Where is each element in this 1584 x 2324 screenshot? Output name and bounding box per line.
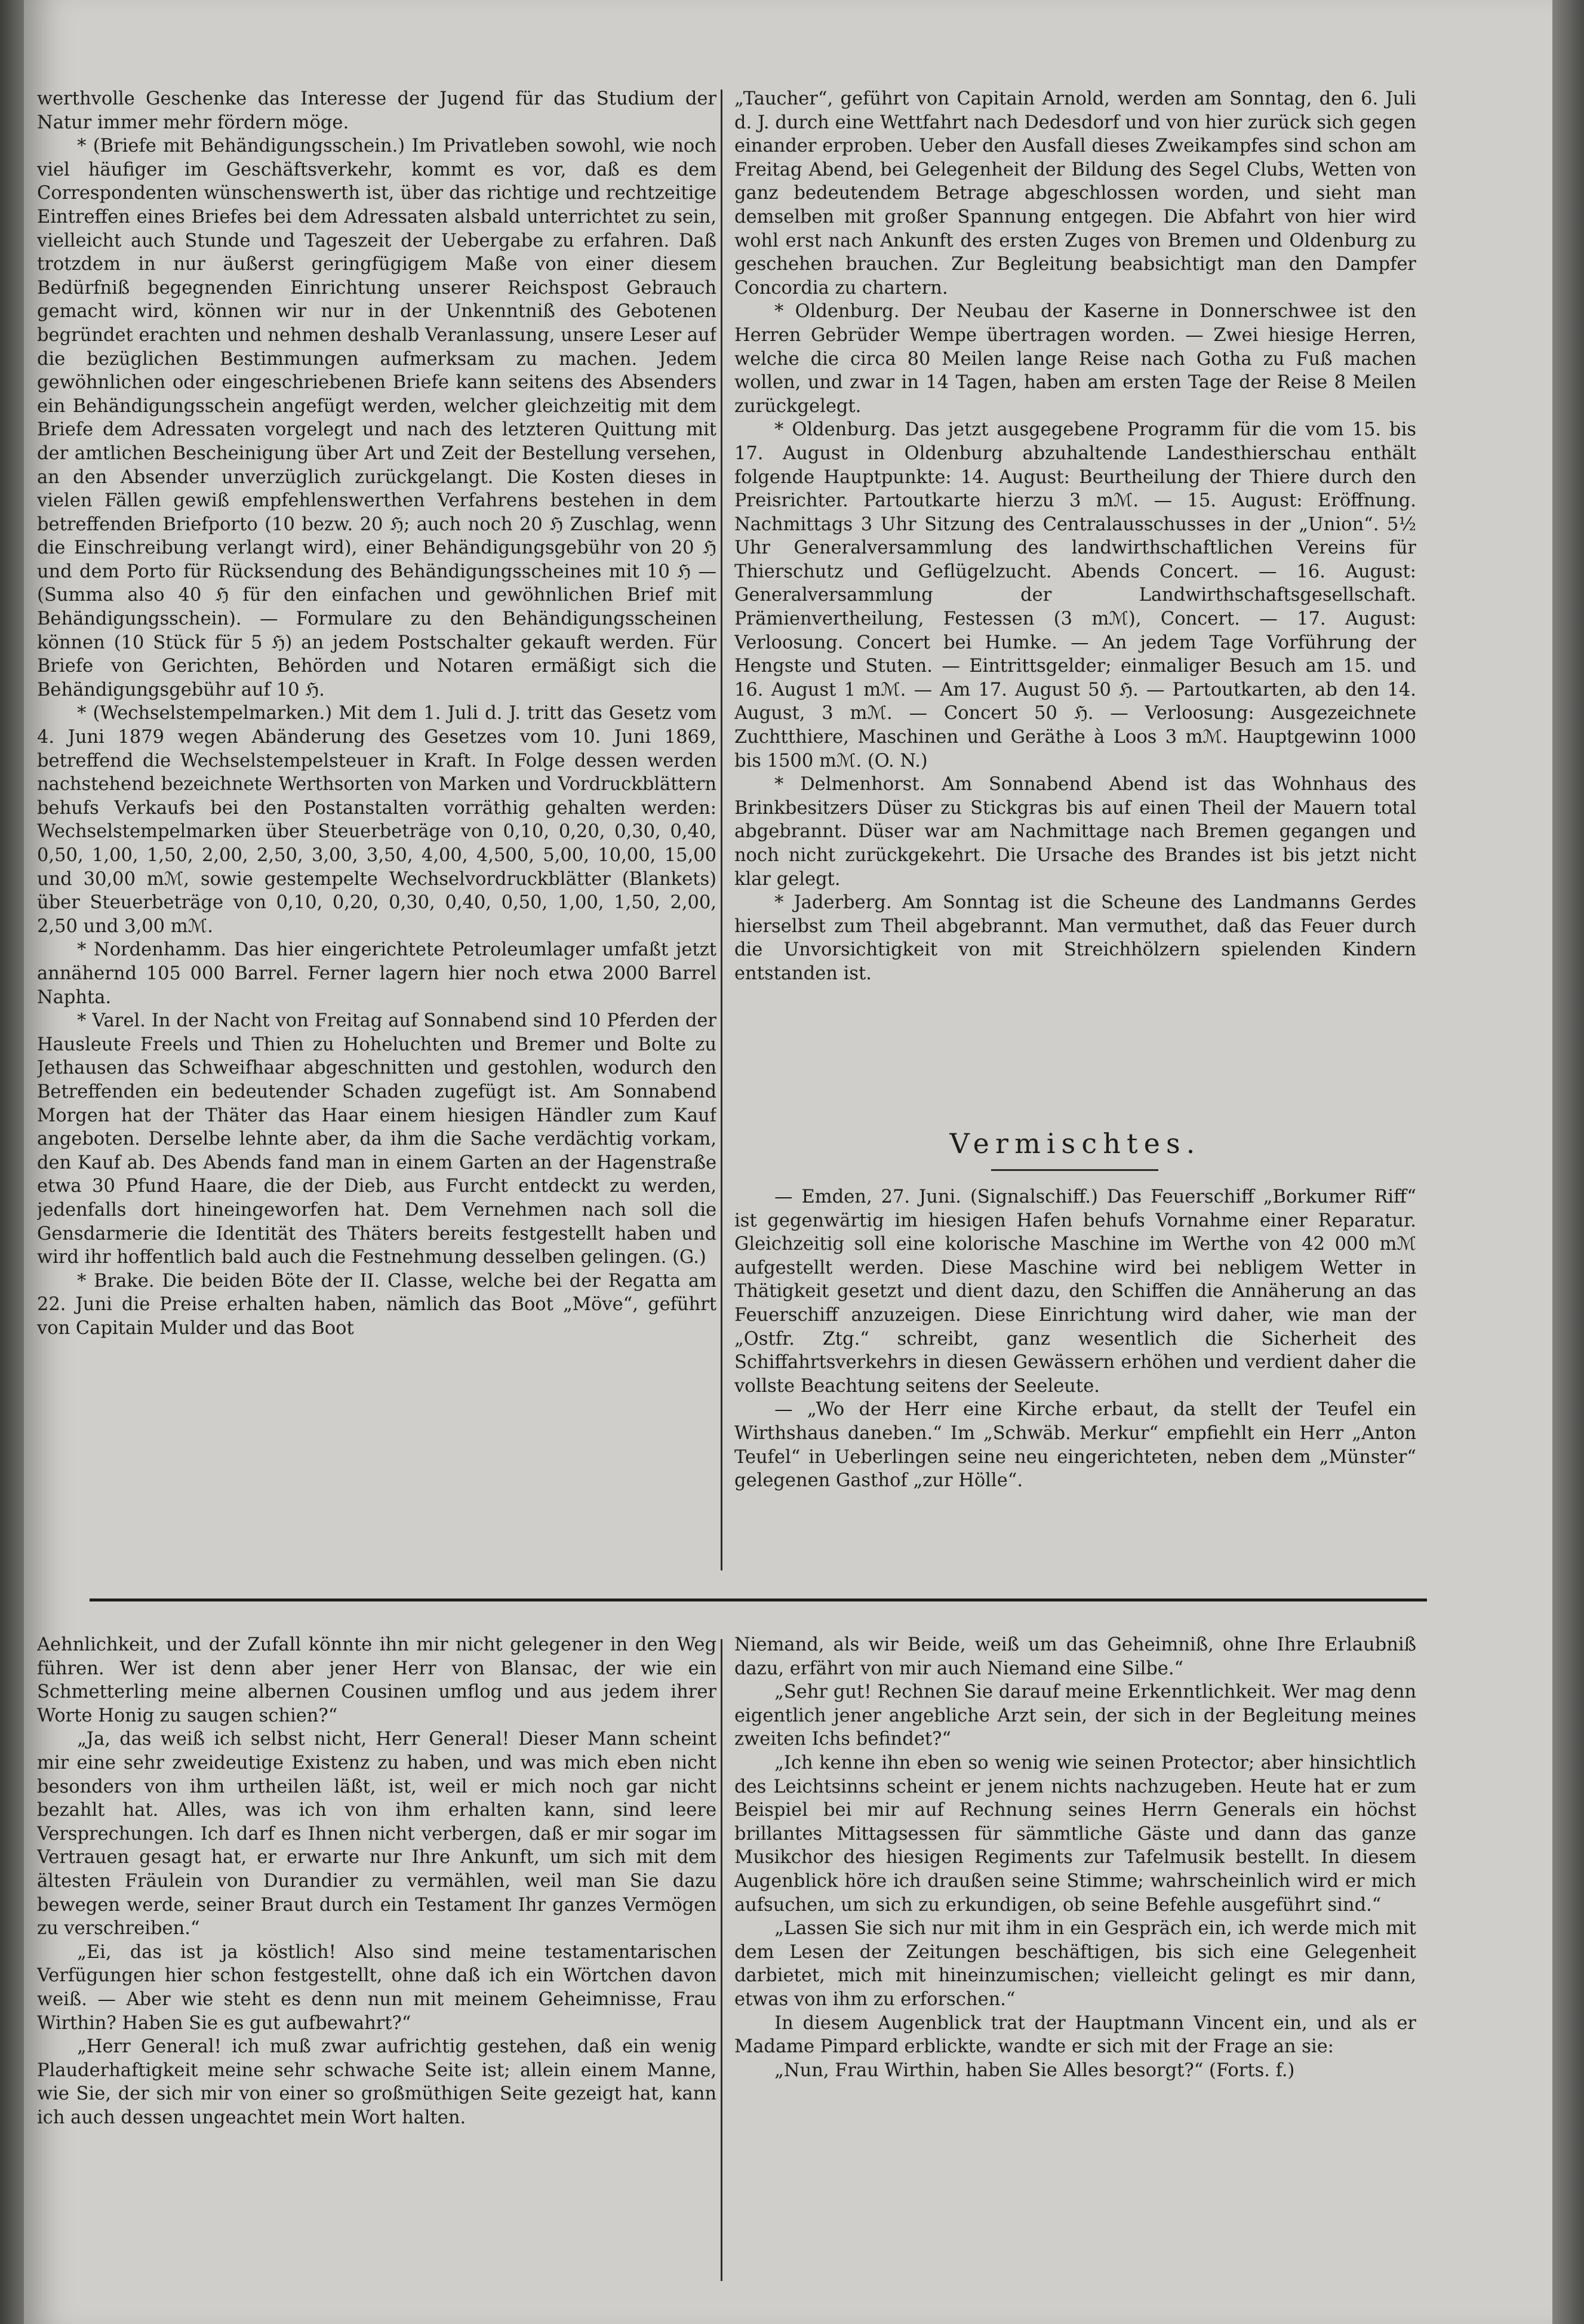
section-heading-vermischtes: Vermischtes.	[949, 1127, 1201, 1160]
feuilleton-divider	[90, 1598, 1427, 1601]
article-emden: — Emden, 27. Juni. (Signalschiff.) Das Feuerschiff „Borkumer Riff“ ist gegenwärtig im hiesigen Hafen behufs Vornahme einer Reparatur. Gleichzeitig soll eine kolorische Maschine im Werthe von 42 000 mℳ aufgestellt werden. Diese Maschine wird bei nebligem Wetter in Thätigkeit gesetzt und dient dazu, den Schiffen die Annäherung an das Feuerschiff anzuzeigen. Diese Einrichtung wird daher, wie man der „Ostfr. Ztg.“ schreibt, ganz wesentlich die Sicherheit des Schiffahrtsverkehrs in diesen Gewässern erhöhen und verdient daher die vollste Beachtung seitens der Seeleute.	[734, 1186, 1416, 1397]
column-divider-bottom	[721, 1639, 722, 2281]
column-vermischtes	[734, 1185, 1416, 1556]
column-top-right	[734, 87, 1416, 1102]
article-oldenburg-programm: * Oldenburg. Das jetzt ausgegebene Programm für die vom 15. bis 17. August in Oldenburg abzuhaltende Landesthierschau enthält folgende Hauptpunkte: 14. August: Beurtheilung der Thiere durch den Preisrichter. Partoutkarte hierzu 3 mℳ. — 15. August: Eröffnung. Nachmittags 3 Uhr Sitzung des Centralausschusses in der „Union“. 5½ Uhr Generalversammlung des landwirthschaftlichen Vereins für Thierschutz und Geflügelzucht. Abends Concert. — 16. August: Generalversammlung der Landwirthschaftsgesellschaft. Prämienvertheilung, Festessen (3 mℳ), Concert. — 17. August: Verloosung. Concert bei Humke. — An jedem Tage Vorführung der Hengste und Stuten. — Eintrittsgelder; einmaliger Besuch am 15. und 16. August 1 mℳ. — Am 17. August 50 ℌ. — Partoutkarten, ab den 14. August, 3 mℳ. — Concert 50 ℌ. — Verloosung: Ausgezeichnete Zuchtthiere, Maschinen und Geräthe à Loos 3 mℳ. Hauptgewinn 1000 bis 1500 mℳ. (O. N.)	[734, 419, 1416, 771]
article-briefe: * (Briefe mit Behändigungsschein.) Im Privatleben sowohl, wie noch viel häufiger im Geschäftsverkehr, kommt es vor, daß es dem Correspondenten wünschenswerth ist, über das richtige und rechtzeitige Eintreffen eines Briefes bei dem Adressaten alsbald unterrichtet zu sein, vielleicht auch Stunde und Tageszeit der Uebergabe zu erfahren. Daß trotzdem in nur äußerst geringfügigem Maße von einer diesem Bedürfniß begegnenden Einrichtung unserer Reichspost Gebrauch gemacht wird, können wir nur in der Unkenntniß des Gebotenen begründet erachten und nehmen deshalb Veranlassung, unsere Leser auf die bezüglichen Bestimmungen aufmerksam zu machen. Jedem gewöhnlichen oder eingeschriebenen Briefe kann seitens des Absenders ein Behändigungsschein angefügt werden, welcher gleichzeitig mit dem Briefe dem Adressaten vorgelegt und nach des letzteren Quittung mit der amtlichen Bescheinigung über Art und Zeit der Bestellung versehen, an den Absender unverzüglich zurückgelangt. Die Kosten dieses in vielen Fällen gewiß empfehlenswerthen Verfahrens bestehen in dem betreffenden Briefporto (10 bezw. 20 ℌ; auch noch 20 ℌ Zuschlag, wenn die Einschreibung verlangt wird), einer Behändigungsgebühr von 20 ℌ und dem Porto für Rücksendung des Behändigungsscheines mit 10 ℌ — (Summa also 40 ℌ für den einfachen und gewöhnlichen Brief mit Behändigungsschein). — Formulare zu den Behändigungsscheinen können (10 Stück für 5 ℌ) an jedem Postschalter gekauft werden. Für Briefe von Gerichten, Behörden und Notaren ermäßigt sich die Behändigungsgebühr auf 10 ℌ.	[37, 136, 716, 700]
story-paragraph: „Ja, das weiß ich selbst nicht, Herr General! Dieser Mann scheint mir eine sehr zweideutige Existenz zu haben, und was mich eben nicht besonders von ihm urtheilen läßt, ist, weil er mich noch gar nicht bezahlt hat. Alles, was ich von ihm erhalten kann, sind leere Versprechungen. Ich darf es Ihnen nicht verbergen, daß er mir sogar im Vertrauen gesagt hat, er erwarte nur Ihre Ankunft, um sich mit dem ältesten Fräulein von Durandier zu vermählen, weil man Sie dazu bewegen werde, seiner Braut durch ein Testament Ihr ganzes Vermögen zu verschreiben.“	[37, 1729, 716, 1939]
article-varel: * Varel. In der Nacht von Freitag auf Sonnabend sind 10 Pferden der Hausleute Freels und Thien zu Hoheluchten und Bremer und Bolte zu Jethausen das Schweifhaar abgeschnitten und gestohlen, wodurch den Betreffenden ein bedeutender Schaden zugefügt ist. Am Sonnabend Morgen hat der Thäter das Haar einem hiesigen Händler zum Kauf angeboten. Derselbe lehnte aber, da ihm die Sache verdächtig vorkam, den Kauf ab. Des Abends fand man in einem Garten an der Hagenstraße etwa 30 Pfund Haare, die der Dieb, aus Furcht entdeckt zu werden, jedenfalls dort hineingeworfen hat. Dem Vernehmen nach soll die Gensdarmerie die Identität des Thäters bereits festgestellt haben und wird ihr hoffentlich bald auch die Festnehmung desselben gelingen. (G.)	[37, 1010, 716, 1268]
story-paragraph: „Ei, das ist ja köstlich! Also sind meine testamentarischen Verfügungen hier schon festgestellt, ohne daß ich ein Wörtchen davon weiß. — Aber wie steht es denn nun mit meinem Geheimnisse, Frau Wirthin? Haben Sie es gut aufbewahrt?“	[37, 1941, 716, 2034]
story-paragraph: „Sehr gut! Rechnen Sie darauf meine Erkenntlichkeit. Wer mag denn eigentlich jener angebliche Arzt sein, der sich in der Begleitung meines zweiten Ichs befindet?“	[734, 1681, 1416, 1750]
article-wechselstempel: * (Wechselstempelmarken.) Mit dem 1. Juli d. J. tritt das Gesetz vom 4. Juni 1879 wegen Abänderung des Gesetzes vom 10. Juni 1869, betreffend die Wechselstempelsteuer in Kraft. In Folge dessen werden nachstehend bezeichnete Werthsorten von Marken und Vordruckblättern behufs Verkaufs bei den Postanstalten vorräthig gehalten werden: Wechselstempelmarken über Steuerbeträge von 0,10, 0,20, 0,30, 0,40, 0,50, 1,00, 1,50, 2,00, 2,50, 3,00, 3,50, 4,00, 4,500, 5,00, 10,00, 15,00 und 30,00 mℳ, sowie gestempelte Wechselvordruckblätter (Blankets) über Steuerbeträge von 0,10, 0,20, 0,30, 0,40, 0,50, 1,00, 1,50, 2,00, 2,50 und 3,00 mℳ.	[37, 703, 716, 937]
article-brake: * Brake. Die beiden Böte der II. Classe, welche bei der Regatta am 22. Juni die Preise erhalten haben, nämlich das Boot „Möve“, geführt von Capitain Mulder und das Boot	[37, 1270, 716, 1339]
column-divider-top	[721, 90, 722, 1570]
paragraph-continued: werthvolle Geschenke das Interesse der Jugend für das Studium der Natur immer mehr fördern möge.	[37, 88, 716, 133]
article-brake-continued: „Taucher“, geführt von Capitain Arnold, werden am Sonntag, den 6. Juli d. J. durch eine Wettfahrt nach Dedesdorf und von hier zurück sich gegen einander erproben. Ueber den Ausfall dieses Zweikampfes sind schon am Freitag Abend, bei Gelegenheit der Bildung des Segel Clubs, Wetten von ganz bedeutendem Betrage abgeschlossen worden, und sieht man demselben mit großer Spannung entgegen. Die Abfahrt von hier wird wohl erst nach Ankunft des ersten Zuges von Bremen und Oldenburg zu geschehen brauchen. Zur Begleitung beabsichtigt man den Dampfer Concordia zu chartern.	[734, 88, 1416, 299]
story-paragraph: „Lassen Sie sich nur mit ihm in ein Gespräch ein, ich werde mich mit dem Lesen der Zeitungen beschäftigen, bis sich eine Gelegenheit darbietet, mich mit hineinzumischen; vielleicht gelingt es mir dann, etwas von ihm zu erforschen.“	[734, 1918, 1416, 2010]
story-paragraph: „Ich kenne ihn eben so wenig wie seinen Protector; aber hinsichtlich des Leichtsinns scheint er jenem nichts nachzugeben. Heute hat er zum Beispiel bei mir auf Rechnung seines Herrn Generals ein höchst brillantes Mittagsessen für sämmtliche Gäste und dann das ganze Musikchor des hiesigen Regiments zur Tafelmusik bestellt. In diesem Augenblick höre ich draußen seine Stimme; wahrscheinlich wird er mich aufsuchen, um sich zu erkundigen, ob seine Befehle ausgeführt sind.“	[734, 1752, 1416, 1916]
column-feuilleton-left	[37, 1633, 716, 2290]
article-oldenburg-kaserne: * Oldenburg. Der Neubau der Kaserne in Donnerschwee ist den Herren Gebrüder Wempe übertragen worden. — Zwei hiesige Herren, welche die circa 80 Meilen lange Reise nach Gotha zu Fuß machen wollen, und zwar in 14 Tagen, haben am ersten Tage der Reise 8 Meilen zurückgelegt.	[734, 301, 1416, 417]
article-nordenhamm: * Nordenhamm. Das hier eingerichtete Petroleumlager umfaßt jetzt annähernd 105 000 Barrel. Ferner lagern hier noch etwa 2000 Barrel Naphta.	[37, 939, 716, 1008]
story-paragraph: Aehnlichkeit, und der Zufall könnte ihn mir nicht gelegener in den Weg führen. Wer ist denn aber jener Herr von Blansac, der wie ein Schmetterling meine albernen Cousinen umflog und aus jedem ihrer Worte Honig zu saugen schien?“	[37, 1634, 716, 1726]
article-jaderberg: * Jaderberg. Am Sonntag ist die Scheune des Landmanns Gerdes hierselbst zum Theil abgebrannt. Man vermuthet, daß das Feuer durch die Unvorsichtigkeit von mit Streichhölzern spielenden Kindern entstanden ist.	[734, 892, 1416, 984]
article-teufel: — „Wo der Herr eine Kirche erbaut, da stellt der Teufel ein Wirthshaus daneben.“ Im „Schwäb. Merkur“ empfiehlt ein Herr „Anton Teufel“ in Ueberlingen seine neu eingerichteten, neben dem „Münster“ gelegenen Gasthof „zur Hölle“.	[734, 1399, 1416, 1492]
section-heading-rule	[991, 1169, 1158, 1171]
column-feuilleton-right	[734, 1633, 1416, 2290]
story-paragraph: „Herr General! ich muß zwar aufrichtig gestehen, daß ein wenig Plauderhaftigkeit meine sehr schwache Seite ist; allein einem Manne, wie Sie, der sich mir von einer so großmüthigen Seite gezeigt hat, kann ich auch dessen ungeachtet mein Wort halten.	[37, 2036, 716, 2128]
column-top-left	[37, 87, 716, 1574]
story-paragraph: In diesem Augenblick trat der Hauptmann Vincent ein, und als er Madame Pimpard erblickte, wandte er sich mit der Frage an sie:	[734, 2012, 1416, 2058]
article-delmenhorst: * Delmenhorst. Am Sonnabend Abend ist das Wohnhaus des Brinkbesitzers Düser zu Stickgras bis auf einen Theil der Mauern total abgebrannt. Düser war am Nachmittage nach Bremen gegangen und noch nicht zurückgekehrt. Die Ursache des Brandes ist bis jetzt nicht klar gelegt.	[734, 774, 1416, 890]
story-paragraph: Niemand, als wir Beide, weiß um das Geheimniß, ohne Ihre Erlaubniß dazu, erfährt von mir auch Niemand eine Silbe.“	[734, 1634, 1416, 1679]
story-paragraph: „Nun, Frau Wirthin, haben Sie Alles besorgt?“ (Forts. f.)	[774, 2059, 1295, 2081]
